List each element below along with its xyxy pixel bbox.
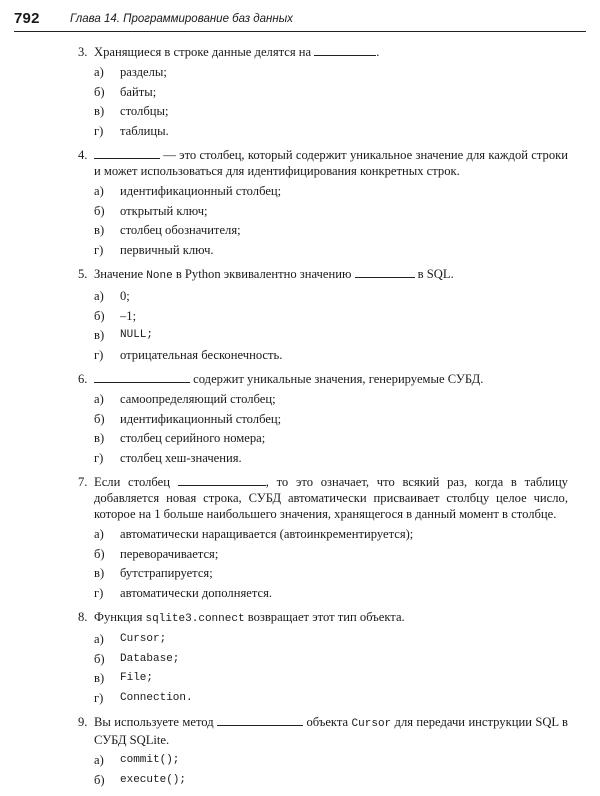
answer-blank (178, 474, 266, 486)
options-list (0, 288, 600, 366)
question-number: 9. (78, 715, 88, 729)
option: г) таблицы. (94, 123, 169, 138)
answer-blank (217, 714, 303, 726)
chapter-title: Глава 14. Программирование баз данных (70, 13, 293, 25)
question-3 (0, 44, 600, 142)
option: б) execute(); (94, 772, 187, 787)
code-text: sqlite3.connect (145, 613, 245, 625)
question-text: Если столбец , то это означает, что всякий раз, когда в таблицу добавляется новая строка, СУБД автоматически присваивает столбцу целое число, которое на 1 больше наибольшего значения, хранящегося в данный момент в столбце. (94, 475, 568, 521)
options-list (0, 183, 600, 261)
question-9 (0, 714, 600, 791)
question-text: Значение None в Python эквивалентно значению в SQL. (94, 267, 454, 282)
question-6 (0, 371, 600, 469)
options-list (0, 526, 600, 604)
option: б) переворачивается; (94, 546, 219, 561)
option: а) commit(); (94, 753, 180, 767)
answer-blank (94, 147, 160, 159)
option: г) отрицательная бесконечность. (94, 347, 283, 362)
option: б) байты; (94, 84, 157, 99)
options-list (0, 752, 600, 791)
question-7 (0, 474, 600, 604)
options-list (0, 391, 600, 469)
question-text: Хранящиеся в строке данные делятся на . (94, 45, 380, 59)
question-text: содержит уникальные значения, генерируемые СУБД. (94, 371, 568, 387)
question-text: Вы используете метод объекта Cursor для передачи инструкции SQL в СУБД SQLite. (94, 715, 569, 747)
question-number: 5. (78, 267, 88, 281)
question-number: 4. (78, 148, 88, 162)
option: а) разделы; (94, 65, 167, 79)
answer-blank (314, 44, 376, 56)
code-text: Cursor (351, 718, 392, 730)
question-text: — это столбец, который содержит уникальное значение для каждой строки и может использоваться для идентифицирования конкретных строк. (94, 148, 568, 178)
option: г) Connection. (94, 690, 193, 705)
question-5 (0, 266, 600, 366)
option: в) столбцы; (94, 104, 169, 118)
option: б) идентификационный столбец; (94, 411, 282, 426)
option: в) File; (94, 671, 154, 685)
option: в) NULL; (94, 328, 154, 342)
question-text: Функция sqlite3.connect возвращает этот тип объекта. (94, 610, 405, 625)
option: б) открытый ключ; (94, 203, 208, 218)
option: а) автоматически наращивается (автоинкрементируется); (94, 527, 414, 541)
answer-blank (355, 266, 415, 278)
question-number: 3. (78, 45, 88, 59)
page-header (14, 9, 586, 32)
option: в) столбец обозначителя; (94, 223, 241, 237)
code-text: None (146, 270, 173, 282)
option: в) бутстрапируется; (94, 566, 213, 580)
questions-list (0, 44, 600, 796)
question-8 (0, 609, 600, 709)
option: в) столбец серийного номера; (94, 431, 266, 445)
question-number: 6. (78, 372, 88, 386)
answer-blank (94, 371, 190, 383)
option: г) автоматически дополняется. (94, 585, 273, 600)
option: а) 0; (94, 289, 130, 303)
question-number: 8. (78, 610, 88, 624)
option: а) Cursor; (94, 632, 167, 646)
option: б) Database; (94, 651, 180, 666)
options-list (0, 631, 600, 709)
option: г) первичный ключ. (94, 242, 214, 257)
option: а) самоопределяющий столбец; (94, 392, 276, 406)
option: а) идентификационный столбец; (94, 184, 282, 198)
question-4 (0, 147, 600, 261)
options-list (0, 64, 600, 142)
page-number: 792 (14, 10, 40, 27)
option: г) столбец хеш-значения. (94, 450, 242, 465)
option: б) –1; (94, 308, 137, 323)
question-number: 7. (78, 475, 88, 489)
